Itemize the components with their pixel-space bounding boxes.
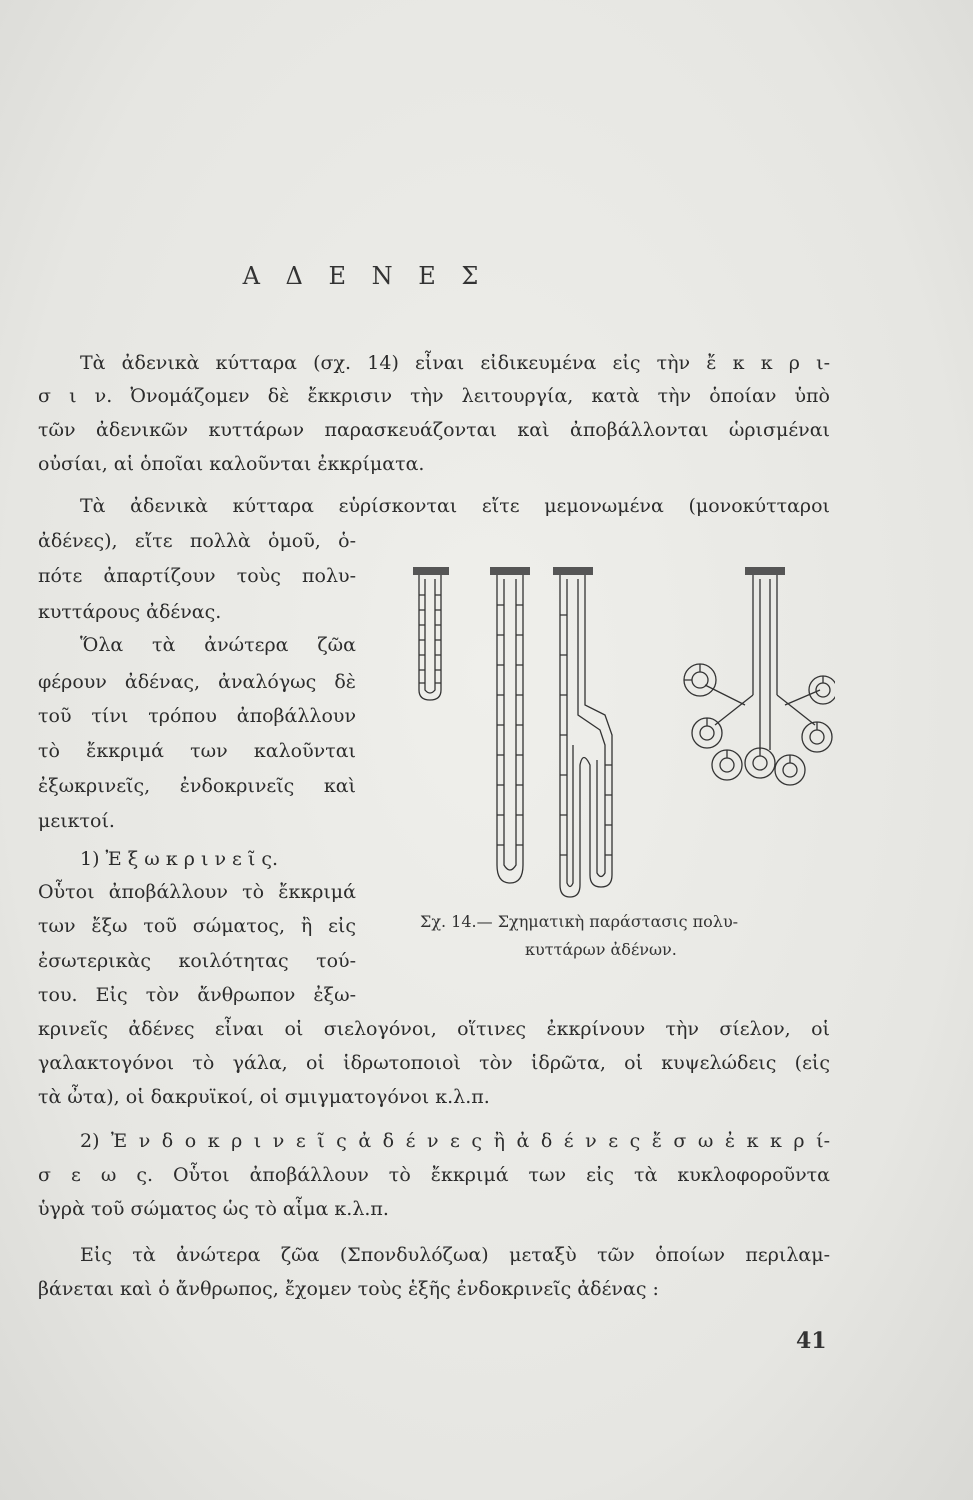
branched-tubular-gland	[553, 567, 612, 897]
text-line: σ ε ω ς. Οὗτοι ἀποβάλλουν τὸ ἔκκριμά των εἰς τὰ κυκλοφοροῦντα	[38, 1164, 830, 1186]
text-line: γαλακτογόνοι τὸ γάλα, οἱ ἱδρωτοποιοὶ τὸν ἱδρῶτα, οἱ κυψελώδεις (εἰς	[38, 1052, 830, 1074]
text-line: κρινεῖς ἀδένες εἶναι οἱ σιελογόνοι, οἵτινες ἐκκρίνουν τὴν σίελον, οἱ	[38, 1018, 830, 1040]
text-line: Τὰ ἀδενικὰ κύτταρα (σχ. 14) εἶναι εἰδικευμένα εἰς τὴν ἔ κ κ ρ ι-	[80, 352, 830, 374]
page-title: Α Δ Ε Ν Ε Σ	[242, 262, 488, 290]
gland-illustration	[405, 565, 835, 900]
text-line: ἐξωκρινεῖς, ἐνδοκρινεῖς καὶ	[38, 775, 356, 797]
text-line: ἀδένες), εἴτε πολλὰ ὁμοῦ, ὁ-	[38, 530, 356, 552]
text-line: των ἔξω τοῦ σώματος, ἢ εἰς	[38, 915, 356, 937]
text-line: πότε ἀπαρτίζουν τοὺς πολυ-	[38, 565, 356, 587]
section-heading: 1) Ἐ ξ ω κ ρ ι ν ε ῖ ς.	[80, 848, 279, 870]
text-line: μεικτοί.	[38, 810, 115, 832]
text-line: Ὅλα τὰ ἀνώτερα ζῶα	[80, 634, 356, 656]
text-line: ὑγρὰ τοῦ σώματος ὡς τὸ αἷμα κ.λ.π.	[38, 1198, 389, 1220]
text-line: φέρουν ἀδένας, ἀναλόγως δὲ	[38, 671, 356, 693]
text-line: βάνεται καὶ ὁ ἄνθρωπος, ἔχομεν τοὺς ἑξῆς ἐνδοκρινεῖς ἀδένας :	[38, 1278, 659, 1300]
text-line: Εἰς τὰ ἀνώτερα ζῶα (Σπονδυλόζωα) μεταξὺ τῶν ὁποίων περιλαμ-	[80, 1244, 830, 1266]
text-line: τὰ ὦτα), οἱ δακρυϊκοί, οἱ σμιγματογόνοι κ.λ.π.	[38, 1086, 490, 1108]
text-line: οὐσίαι, αἱ ὁποῖαι καλοῦνται ἐκκρίματα.	[38, 453, 425, 475]
figure-caption-continued: κυττάρων ἀδένων.	[525, 940, 677, 959]
simple-tubular-gland	[413, 567, 449, 700]
section-heading: 2) Ἐ ν δ ο κ ρ ι ν ε ῖ ς ἀ δ έ ν ε ς ἢ ἀ δ έ ν ε ς ἔ σ ω ἐ κ κ ρ ί-	[80, 1130, 830, 1152]
compound-acinar-gland	[684, 567, 835, 785]
text-line: του. Εἰς τὸν ἄνθρωπον ἐξω-	[38, 984, 356, 1006]
text-line: Τὰ ἀδενικὰ κύτταρα εὑρίσκονται εἴτε μεμονωμένα (μονοκύτταροι	[80, 495, 830, 517]
text-line: τῶν ἀδενικῶν κυττάρων παρασκευάζονται καὶ ἀποβάλλονται ὡρισμέναι	[38, 419, 830, 441]
text-line: τὸ ἔκκριμά των καλοῦνται	[38, 740, 356, 762]
text-line: ἐσωτερικὰς κοιλότητας τού-	[38, 950, 356, 972]
text-line: κυττάρους ἀδένας.	[38, 601, 222, 623]
page-number: 41	[796, 1328, 827, 1354]
long-tubular-gland	[490, 567, 530, 883]
figure-caption: Σχ. 14.— Σχηματικὴ παράστασις πολυ-	[420, 912, 739, 931]
text-line: σ ι ν. Ὀνομάζομεν δὲ ἔκκρισιν τὴν λειτουργία, κατὰ τὴν ὁποίαν ὑπὸ	[38, 385, 830, 407]
text-line: τοῦ τίνι τρόπου ἀποβάλλουν	[38, 705, 356, 727]
text-line: Οὗτοι ἀποβάλλουν τὸ ἔκκριμά	[38, 881, 356, 903]
